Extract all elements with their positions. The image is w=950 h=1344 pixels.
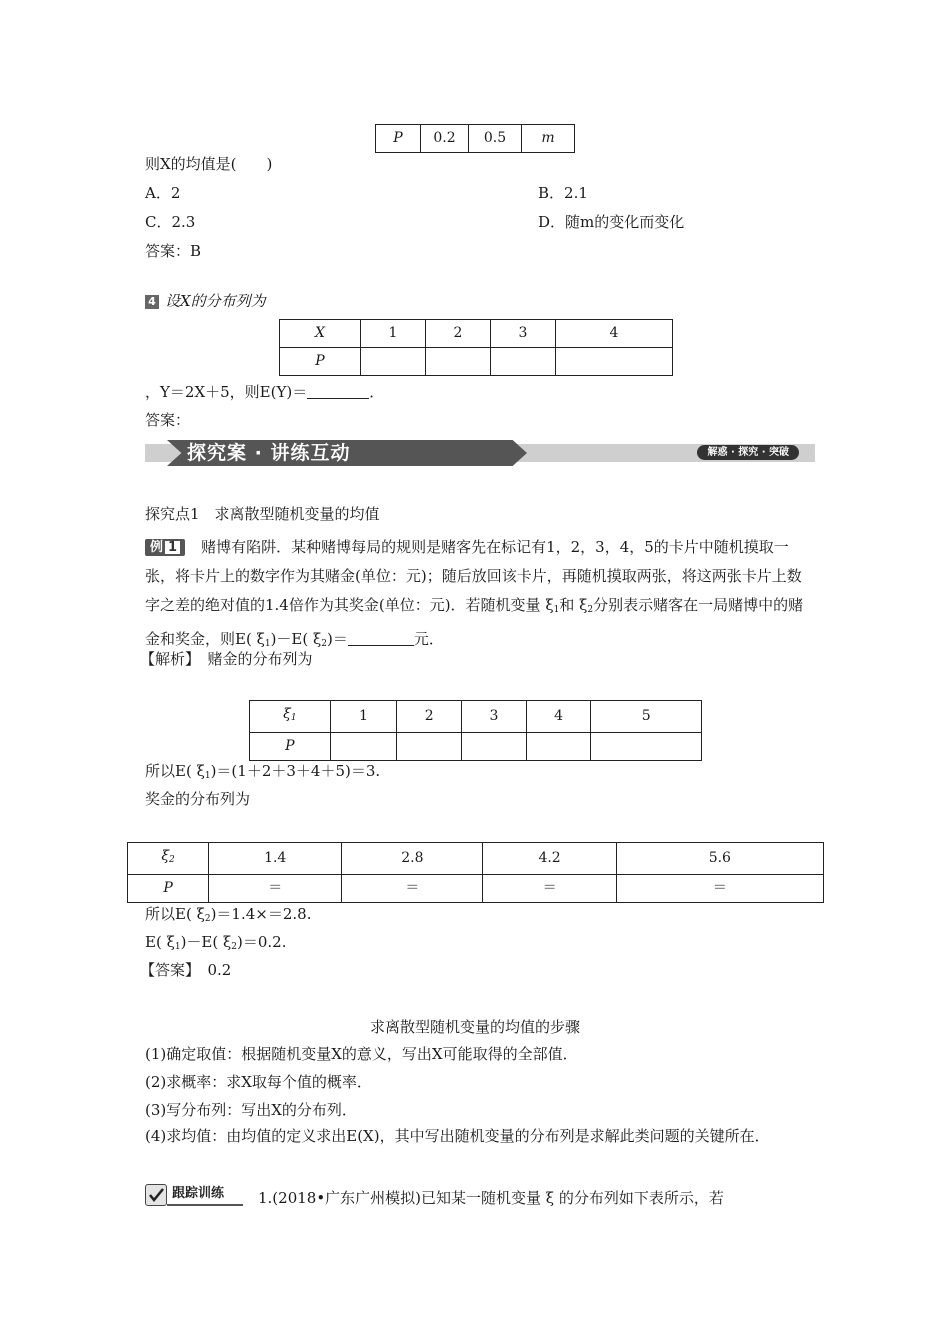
example-number: 1 [165, 541, 180, 554]
prize-heading: 奖金的分布列为 [145, 790, 251, 808]
table2-cell: 1.4 [209, 843, 342, 875]
check-icon [145, 1184, 167, 1206]
example-answer-blank [348, 631, 414, 646]
table1-cell: 1 [330, 701, 397, 733]
q4-distribution-table [279, 319, 673, 376]
table2-cell: 4.2 [483, 843, 616, 875]
q4-cell: 1 [361, 320, 426, 348]
expectation-text: 所以E( ξ [145, 905, 205, 923]
example-1-text [145, 533, 810, 659]
table1-cell-empty [591, 733, 702, 761]
q4-p-label: P [280, 348, 361, 376]
table1-cell-empty [462, 733, 527, 761]
q4-cell: 3 [491, 320, 556, 348]
q4-cell-empty [426, 348, 491, 376]
expectation-text: E( ξ [145, 933, 175, 951]
q3-cell: m [522, 125, 575, 153]
table1-p-label: P [250, 733, 331, 761]
step-1: (1)确定取值：根据随机变量X的意义，写出X可能取得的全部值． [145, 1045, 578, 1063]
subscript: 1 [553, 605, 560, 615]
table2-cell: ＝ [342, 875, 483, 903]
q4-number-badge: 4 [145, 295, 159, 309]
q4-cell: 4 [556, 320, 673, 348]
prize-distribution-table [127, 842, 824, 903]
example-text-part: 元． [413, 630, 444, 648]
q3-answer: 答案：B [145, 242, 202, 260]
expectation-text: )＝1.4×＝2.8. [210, 905, 312, 923]
subscript: 2 [587, 605, 594, 615]
table1-cell-empty [397, 733, 462, 761]
q3-option-a: A．2 [145, 184, 181, 202]
example-text-part: 和 ξ [559, 596, 588, 614]
step-4: (4)求均值：由均值的定义求出E(X)，其中写出随机变量的分布列是求解此类问题的关键所在． [145, 1127, 770, 1145]
table2-cell: 2.8 [342, 843, 483, 875]
table2-cell: 5.6 [616, 843, 823, 875]
xi-symbol: ξ [161, 848, 170, 864]
example-text-part: )－E( ξ [270, 630, 322, 648]
example-badge [145, 539, 185, 556]
checkmark-icon [146, 1185, 166, 1205]
q3-option-b: B．2.1 [538, 184, 588, 202]
q3-cell: 0.2 [421, 125, 469, 153]
q3-distribution-table [375, 124, 575, 153]
subscript: 1 [290, 713, 297, 723]
analysis-line: 【解析】 赌金的分布列为 [140, 650, 313, 668]
q4-stem-line [145, 290, 266, 311]
expectation-text: )－E( ξ [180, 933, 232, 951]
example-text-part: 赌博有陷阱．某种赌博每局的规则是赌客先在标记有1，2，3，4，5的卡片中随机摸取一张，将卡片上的数字作为其赌金(单位：元)；随后放回该卡片，再随机摸取两张，将这两张卡片上数字之差的绝对值的1.4倍作为其奖金(单位：元)．若随机变量 ξ [145, 538, 802, 614]
step-3: (3)写分布列：写出X的分布列． [145, 1101, 357, 1119]
section-banner [145, 440, 815, 466]
stake-distribution-table [249, 700, 702, 761]
q4-answer-blank [307, 384, 369, 399]
q4-cell-empty [556, 348, 673, 376]
q3-p-label: P [376, 125, 421, 153]
table1-cell-empty [330, 733, 397, 761]
q3-option-c: C．2.3 [145, 213, 196, 231]
q4-tail-text: ，Y＝2X＋5，则E(Y)＝ [145, 383, 308, 401]
q3-option-d: D．随m的变化而变化 [538, 213, 685, 231]
expectation-text: )＝(1＋2＋3＋4＋5)＝3. [210, 762, 381, 780]
q4-cell-empty [361, 348, 426, 376]
example-text-part: )＝ [327, 630, 348, 648]
expectation-xi1 [145, 760, 380, 781]
q3-stem: 则X的均值是( ) [145, 155, 273, 173]
subscript: 1 [264, 639, 271, 649]
q4-answer: 答案： [145, 411, 191, 429]
table2-cell: ＝ [209, 875, 342, 903]
section1-heading: 探究点1 求离散型随机变量的均值 [145, 505, 380, 523]
expectation-text: 所以E( ξ [145, 762, 205, 780]
table2-p-label: P [128, 875, 209, 903]
q4-tail-end: ． [369, 383, 385, 401]
banner-tag: 解惑 · 探究 · 突破 [697, 445, 799, 460]
table1-cell: 5 [591, 701, 702, 733]
xi-symbol: ξ [283, 706, 291, 722]
table2-cell: ＝ [616, 875, 823, 903]
table2-xi-label [128, 843, 209, 875]
q4-tail [145, 381, 384, 402]
example-text-part: 分别表示赌客在一局赌博中的赌金和奖金，则E( ξ [145, 596, 804, 648]
table2-cell: ＝ [483, 875, 616, 903]
example-answer: 【答案】 0.2 [140, 961, 232, 979]
example-label: 例 [150, 540, 164, 555]
expectation-text: )＝0.2. [237, 933, 287, 951]
steps-title: 求离散型随机变量的均值的步骤 [369, 1018, 580, 1036]
table1-cell-empty [526, 733, 591, 761]
banner-title: 探究案 · 讲练互动 [187, 442, 351, 464]
subscript: 2 [231, 942, 237, 952]
tracking-question-1: 1.(2018•广东广州模拟)已知某一随机变量 ξ 的分布列如下表所示，若 [258, 1189, 724, 1207]
tracking-label: 跟踪训练 [172, 1186, 225, 1201]
table1-xi-label [250, 701, 331, 733]
subscript: 2 [204, 914, 211, 924]
tracking-underline [167, 1204, 243, 1206]
expectation-xi2 [145, 903, 311, 924]
subscript: 2 [321, 639, 327, 649]
step-2: (2)求概率：求X取每个值的概率． [145, 1073, 372, 1091]
table1-cell: 2 [397, 701, 462, 733]
tracking-badge [145, 1183, 243, 1205]
table1-cell: 4 [526, 701, 591, 733]
q3-cell: 0.5 [469, 125, 522, 153]
q4-x-label: X [280, 320, 361, 348]
subscript: 1 [174, 942, 181, 952]
table1-cell: 3 [462, 701, 527, 733]
subscript: 1 [204, 771, 211, 781]
q4-cell-empty [491, 348, 556, 376]
subscript: 2 [169, 855, 175, 865]
expectation-difference [145, 931, 286, 952]
q4-cell: 2 [426, 320, 491, 348]
q4-stem: 设X的分布列为 [165, 292, 266, 310]
